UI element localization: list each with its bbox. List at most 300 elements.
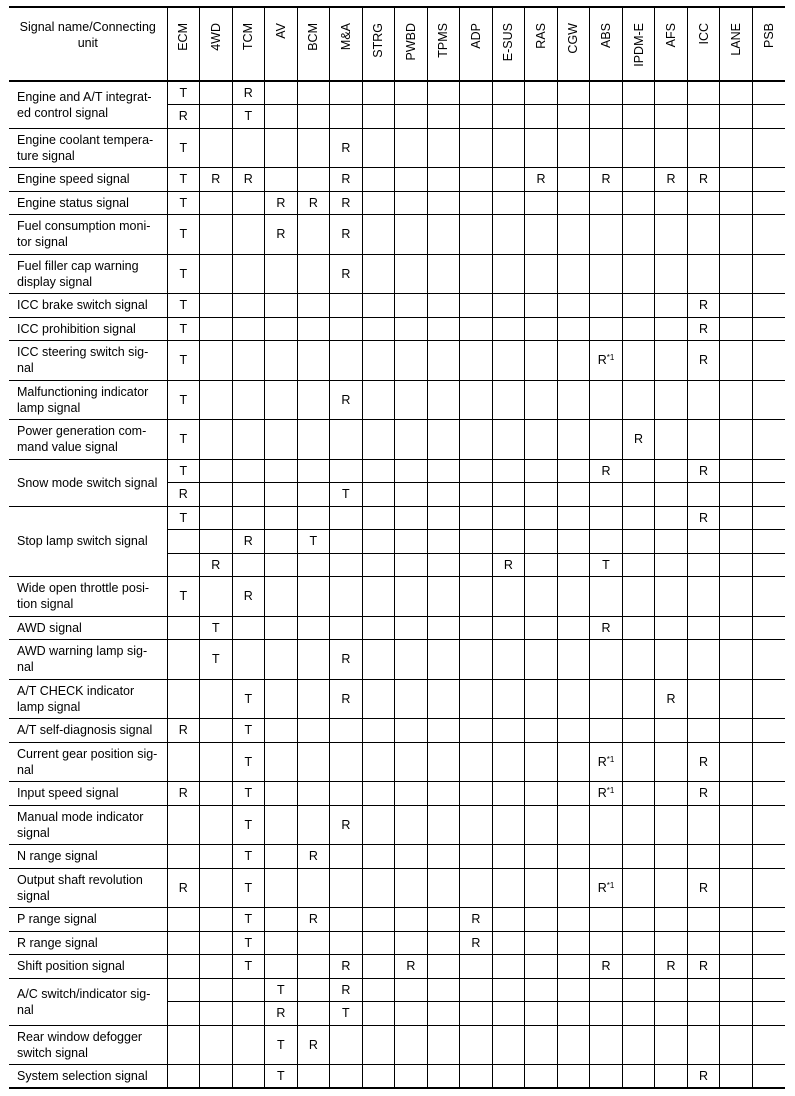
cell-cgw bbox=[557, 1025, 590, 1065]
signal-name-cell: ICC steering switch sig- nal bbox=[9, 341, 167, 381]
unit-header-lane bbox=[720, 7, 753, 81]
cell-lane bbox=[720, 616, 753, 640]
cell-e-sus bbox=[492, 805, 525, 845]
cell-tpms bbox=[427, 530, 460, 554]
cell-av bbox=[265, 530, 298, 554]
cell-strg bbox=[362, 483, 395, 507]
cell-strg bbox=[362, 380, 395, 420]
cell-ipdm-e bbox=[622, 908, 655, 932]
cell-e-sus bbox=[492, 459, 525, 483]
cell-afs bbox=[655, 782, 688, 806]
cell-ipdm-e bbox=[622, 459, 655, 483]
cell-manda bbox=[330, 81, 363, 105]
cell-ecm bbox=[167, 1002, 200, 1026]
cell-icc bbox=[687, 215, 720, 255]
cell-ras bbox=[525, 616, 558, 640]
cell-manda: R bbox=[330, 168, 363, 192]
cell-abs bbox=[590, 931, 623, 955]
cell-bcm: T bbox=[297, 530, 330, 554]
cell-tpms bbox=[427, 742, 460, 782]
cell-ras bbox=[525, 420, 558, 460]
cell-manda: R bbox=[330, 679, 363, 719]
table-row bbox=[9, 1025, 785, 1065]
cell-pwbd bbox=[395, 978, 428, 1002]
cell-strg bbox=[362, 215, 395, 255]
cell-av bbox=[265, 805, 298, 845]
cell-lane bbox=[720, 1025, 753, 1065]
cell-av bbox=[265, 616, 298, 640]
cell-ipdm-e bbox=[622, 679, 655, 719]
cell-tcm bbox=[232, 380, 265, 420]
cell-psb bbox=[752, 215, 785, 255]
cell-psb bbox=[752, 380, 785, 420]
cell-cgw bbox=[557, 128, 590, 168]
cell-ipdm-e bbox=[622, 215, 655, 255]
cell-ras bbox=[525, 868, 558, 908]
cell-afs bbox=[655, 1065, 688, 1089]
cell-av bbox=[265, 931, 298, 955]
cell-lane bbox=[720, 380, 753, 420]
cell-e-sus bbox=[492, 577, 525, 617]
table-row bbox=[9, 191, 785, 215]
cell-av bbox=[265, 845, 298, 869]
cell-abs bbox=[590, 908, 623, 932]
cell-av bbox=[265, 168, 298, 192]
cell-ecm: T bbox=[167, 254, 200, 294]
cell-lane bbox=[720, 459, 753, 483]
cell-psb bbox=[752, 530, 785, 554]
cell-e-sus bbox=[492, 845, 525, 869]
cell-pwbd bbox=[395, 742, 428, 782]
cell-abs bbox=[590, 191, 623, 215]
cell-4wd bbox=[200, 105, 233, 129]
cell-bcm: R bbox=[297, 845, 330, 869]
cell-psb bbox=[752, 294, 785, 318]
cell-ras bbox=[525, 459, 558, 483]
cell-tpms bbox=[427, 341, 460, 381]
cell-abs bbox=[590, 805, 623, 845]
cell-strg bbox=[362, 168, 395, 192]
cell-psb bbox=[752, 955, 785, 979]
cell-pwbd bbox=[395, 931, 428, 955]
cell-afs: R bbox=[655, 168, 688, 192]
cell-ecm: T bbox=[167, 341, 200, 381]
cell-adp bbox=[460, 294, 493, 318]
cell-tpms bbox=[427, 1002, 460, 1026]
cell-adp bbox=[460, 530, 493, 554]
cell-abs: R bbox=[590, 616, 623, 640]
unit-header-pwbd bbox=[395, 7, 428, 81]
cell-lane bbox=[720, 805, 753, 845]
cell-ras bbox=[525, 1025, 558, 1065]
cell-av bbox=[265, 420, 298, 460]
cell-pwbd bbox=[395, 640, 428, 680]
cell-abs bbox=[590, 1025, 623, 1065]
cell-pwbd bbox=[395, 191, 428, 215]
cell-cgw bbox=[557, 719, 590, 743]
cell-ras bbox=[525, 128, 558, 168]
table-row bbox=[9, 254, 785, 294]
cell-ipdm-e bbox=[622, 782, 655, 806]
cell-ipdm-e bbox=[622, 168, 655, 192]
table-row bbox=[9, 81, 785, 105]
cell-4wd bbox=[200, 483, 233, 507]
cell-4wd bbox=[200, 577, 233, 617]
cell-abs bbox=[590, 81, 623, 105]
cell-cgw bbox=[557, 341, 590, 381]
cell-cgw bbox=[557, 530, 590, 554]
cell-bcm bbox=[297, 577, 330, 617]
cell-cgw bbox=[557, 1065, 590, 1089]
cell-manda bbox=[330, 782, 363, 806]
table-header-row bbox=[9, 7, 785, 81]
cell-ecm: R bbox=[167, 868, 200, 908]
cell-4wd bbox=[200, 931, 233, 955]
cell-4wd bbox=[200, 782, 233, 806]
cell-tpms bbox=[427, 483, 460, 507]
cell-icc bbox=[687, 931, 720, 955]
unit-header-afs bbox=[655, 7, 688, 81]
cell-abs bbox=[590, 420, 623, 460]
cell-adp bbox=[460, 105, 493, 129]
signal-name-cell: Wide open throttle posi- tion signal bbox=[9, 577, 167, 617]
cell-e-sus bbox=[492, 616, 525, 640]
cell-tcm bbox=[232, 553, 265, 577]
cell-adp bbox=[460, 254, 493, 294]
cell-strg bbox=[362, 1002, 395, 1026]
cell-e-sus bbox=[492, 1065, 525, 1089]
cell-av bbox=[265, 719, 298, 743]
cell-strg bbox=[362, 105, 395, 129]
signal-name-cell: Current gear position sig- nal bbox=[9, 742, 167, 782]
cell-icc: R bbox=[687, 459, 720, 483]
cell-afs bbox=[655, 719, 688, 743]
table-row bbox=[9, 577, 785, 617]
cell-4wd bbox=[200, 191, 233, 215]
cell-icc bbox=[687, 483, 720, 507]
cell-tpms bbox=[427, 955, 460, 979]
cell-av bbox=[265, 105, 298, 129]
cell-strg bbox=[362, 679, 395, 719]
cell-pwbd bbox=[395, 782, 428, 806]
cell-icc bbox=[687, 577, 720, 617]
cell-e-sus bbox=[492, 955, 525, 979]
cell-adp bbox=[460, 577, 493, 617]
cell-icc: R bbox=[687, 506, 720, 530]
cell-manda bbox=[330, 1025, 363, 1065]
table-row bbox=[9, 719, 785, 743]
cell-cgw bbox=[557, 81, 590, 105]
cell-afs: R bbox=[655, 679, 688, 719]
signal-name-cell: P range signal bbox=[9, 908, 167, 932]
cell-ecm: T bbox=[167, 420, 200, 460]
cell-manda: R bbox=[330, 380, 363, 420]
signal-table-sheet bbox=[9, 6, 785, 1089]
cell-tpms bbox=[427, 577, 460, 617]
cell-av bbox=[265, 640, 298, 680]
cell-cgw bbox=[557, 420, 590, 460]
cell-e-sus bbox=[492, 719, 525, 743]
cell-abs: $R^{*1}$ bbox=[590, 782, 623, 806]
cell-abs bbox=[590, 1065, 623, 1089]
cell-tcm: T bbox=[232, 742, 265, 782]
cell-strg bbox=[362, 845, 395, 869]
cell-tcm: R bbox=[232, 168, 265, 192]
cell-tpms bbox=[427, 978, 460, 1002]
cell-afs: R bbox=[655, 955, 688, 979]
cell-e-sus bbox=[492, 782, 525, 806]
cell-icc: R bbox=[687, 294, 720, 318]
unit-header-label: CGW bbox=[566, 23, 581, 54]
cell-tpms bbox=[427, 420, 460, 460]
cell-bcm bbox=[297, 1065, 330, 1089]
cell-pwbd bbox=[395, 845, 428, 869]
cell-tcm bbox=[232, 341, 265, 381]
cell-psb bbox=[752, 978, 785, 1002]
cell-strg bbox=[362, 1065, 395, 1089]
cell-manda: R bbox=[330, 640, 363, 680]
cell-icc bbox=[687, 254, 720, 294]
cell-ipdm-e bbox=[622, 506, 655, 530]
unit-header-strg bbox=[362, 7, 395, 81]
cell-4wd bbox=[200, 978, 233, 1002]
cell-bcm bbox=[297, 506, 330, 530]
cell-lane bbox=[720, 742, 753, 782]
cell-lane bbox=[720, 105, 753, 129]
cell-strg bbox=[362, 719, 395, 743]
cell-adp bbox=[460, 845, 493, 869]
cell-e-sus bbox=[492, 640, 525, 680]
cell-icc bbox=[687, 128, 720, 168]
cell-ipdm-e bbox=[622, 955, 655, 979]
cell-pwbd bbox=[395, 168, 428, 192]
cell-manda bbox=[330, 105, 363, 129]
cell-4wd bbox=[200, 805, 233, 845]
cell-abs bbox=[590, 530, 623, 554]
cell-e-sus bbox=[492, 294, 525, 318]
cell-icc: R bbox=[687, 868, 720, 908]
cell-strg bbox=[362, 341, 395, 381]
cell-abs bbox=[590, 254, 623, 294]
cell-manda bbox=[330, 931, 363, 955]
unit-header-label: TPMS bbox=[436, 23, 451, 58]
cell-ecm bbox=[167, 616, 200, 640]
signal-name-cell: Snow mode switch signal bbox=[9, 459, 167, 506]
cell-av: T bbox=[265, 1025, 298, 1065]
cell-psb bbox=[752, 931, 785, 955]
cell-icc bbox=[687, 553, 720, 577]
cell-strg bbox=[362, 1025, 395, 1065]
cell-ecm bbox=[167, 955, 200, 979]
cell-lane bbox=[720, 553, 753, 577]
cell-4wd: T bbox=[200, 640, 233, 680]
cell-ecm bbox=[167, 742, 200, 782]
cell-cgw bbox=[557, 931, 590, 955]
cell-adp bbox=[460, 506, 493, 530]
cell-psb bbox=[752, 254, 785, 294]
unit-header-cgw bbox=[557, 7, 590, 81]
cell-tcm bbox=[232, 191, 265, 215]
unit-header-bcm bbox=[297, 7, 330, 81]
cell-abs bbox=[590, 215, 623, 255]
cell-av bbox=[265, 553, 298, 577]
cell-lane bbox=[720, 955, 753, 979]
signal-chart-table bbox=[9, 6, 785, 1089]
cell-ecm: R bbox=[167, 105, 200, 129]
cell-psb bbox=[752, 105, 785, 129]
cell-psb bbox=[752, 845, 785, 869]
cell-cgw bbox=[557, 955, 590, 979]
cell-adp: R bbox=[460, 908, 493, 932]
cell-bcm bbox=[297, 81, 330, 105]
cell-icc bbox=[687, 719, 720, 743]
cell-4wd bbox=[200, 742, 233, 782]
cell-icc bbox=[687, 978, 720, 1002]
unit-header-label: RAS bbox=[533, 23, 548, 49]
cell-bcm bbox=[297, 420, 330, 460]
table-row bbox=[9, 380, 785, 420]
cell-psb bbox=[752, 483, 785, 507]
cell-afs bbox=[655, 191, 688, 215]
cell-ras bbox=[525, 679, 558, 719]
cell-pwbd bbox=[395, 483, 428, 507]
cell-ras bbox=[525, 931, 558, 955]
cell-psb bbox=[752, 317, 785, 341]
cell-abs bbox=[590, 1002, 623, 1026]
cell-4wd: T bbox=[200, 616, 233, 640]
cell-strg bbox=[362, 459, 395, 483]
cell-ecm: T bbox=[167, 81, 200, 105]
cell-icc bbox=[687, 616, 720, 640]
unit-header-label: BCM bbox=[306, 23, 321, 51]
cell-pwbd bbox=[395, 341, 428, 381]
cell-cgw bbox=[557, 168, 590, 192]
cell-abs: R bbox=[590, 955, 623, 979]
cell-ras bbox=[525, 553, 558, 577]
cell-4wd bbox=[200, 679, 233, 719]
cell-ipdm-e bbox=[622, 380, 655, 420]
cell-cgw bbox=[557, 459, 590, 483]
cell-strg bbox=[362, 530, 395, 554]
cell-ras bbox=[525, 81, 558, 105]
cell-afs bbox=[655, 128, 688, 168]
cell-bcm bbox=[297, 1002, 330, 1026]
cell-ras bbox=[525, 908, 558, 932]
cell-cgw bbox=[557, 978, 590, 1002]
cell-psb bbox=[752, 553, 785, 577]
cell-cgw bbox=[557, 317, 590, 341]
cell-lane bbox=[720, 341, 753, 381]
cell-ras bbox=[525, 254, 558, 294]
cell-4wd bbox=[200, 294, 233, 318]
cell-lane bbox=[720, 420, 753, 460]
cell-adp: R bbox=[460, 931, 493, 955]
cell-tcm bbox=[232, 128, 265, 168]
cell-4wd bbox=[200, 506, 233, 530]
cell-tpms bbox=[427, 105, 460, 129]
cell-abs bbox=[590, 506, 623, 530]
signal-name-cell: ICC brake switch signal bbox=[9, 294, 167, 318]
signal-name-cell: System selection signal bbox=[9, 1065, 167, 1089]
cell-bcm bbox=[297, 459, 330, 483]
cell-av: R bbox=[265, 191, 298, 215]
cell-4wd bbox=[200, 420, 233, 460]
cell-bcm bbox=[297, 616, 330, 640]
cell-afs bbox=[655, 459, 688, 483]
cell-lane bbox=[720, 530, 753, 554]
cell-ipdm-e bbox=[622, 341, 655, 381]
cell-abs: R bbox=[590, 168, 623, 192]
cell-ecm: R bbox=[167, 719, 200, 743]
cell-abs bbox=[590, 483, 623, 507]
table-row bbox=[9, 782, 785, 806]
cell-e-sus bbox=[492, 380, 525, 420]
cell-av bbox=[265, 459, 298, 483]
cell-av bbox=[265, 341, 298, 381]
cell-manda: R bbox=[330, 215, 363, 255]
cell-strg bbox=[362, 742, 395, 782]
cell-ipdm-e bbox=[622, 254, 655, 294]
cell-psb bbox=[752, 459, 785, 483]
cell-e-sus bbox=[492, 81, 525, 105]
cell-icc: R bbox=[687, 782, 720, 806]
unit-header-tpms bbox=[427, 7, 460, 81]
cell-abs bbox=[590, 294, 623, 318]
cell-strg bbox=[362, 506, 395, 530]
cell-bcm bbox=[297, 955, 330, 979]
cell-ras bbox=[525, 483, 558, 507]
cell-abs bbox=[590, 640, 623, 680]
cell-ras bbox=[525, 742, 558, 782]
cell-ipdm-e bbox=[622, 294, 655, 318]
cell-manda bbox=[330, 742, 363, 782]
cell-manda: R bbox=[330, 191, 363, 215]
cell-strg bbox=[362, 577, 395, 617]
signal-name-cell: Engine status signal bbox=[9, 191, 167, 215]
cell-lane bbox=[720, 868, 753, 908]
cell-av bbox=[265, 483, 298, 507]
cell-ecm: R bbox=[167, 483, 200, 507]
cell-tpms bbox=[427, 191, 460, 215]
cell-av: R bbox=[265, 215, 298, 255]
cell-cgw bbox=[557, 845, 590, 869]
cell-pwbd bbox=[395, 1002, 428, 1026]
cell-e-sus bbox=[492, 530, 525, 554]
cell-tpms bbox=[427, 931, 460, 955]
cell-psb bbox=[752, 81, 785, 105]
cell-av bbox=[265, 128, 298, 168]
cell-psb bbox=[752, 191, 785, 215]
cell-tcm bbox=[232, 978, 265, 1002]
cell-bcm bbox=[297, 742, 330, 782]
cell-4wd bbox=[200, 380, 233, 420]
cell-pwbd bbox=[395, 420, 428, 460]
cell-abs bbox=[590, 978, 623, 1002]
cell-lane bbox=[720, 215, 753, 255]
cell-adp bbox=[460, 420, 493, 460]
cell-psb bbox=[752, 868, 785, 908]
unit-header-label: ICC bbox=[696, 23, 711, 45]
cell-icc: R bbox=[687, 955, 720, 979]
cell-4wd bbox=[200, 845, 233, 869]
cell-4wd bbox=[200, 908, 233, 932]
cell-manda bbox=[330, 719, 363, 743]
cell-cgw bbox=[557, 483, 590, 507]
cell-bcm bbox=[297, 978, 330, 1002]
cell-pwbd bbox=[395, 805, 428, 845]
cell-bcm bbox=[297, 380, 330, 420]
cell-adp bbox=[460, 640, 493, 680]
